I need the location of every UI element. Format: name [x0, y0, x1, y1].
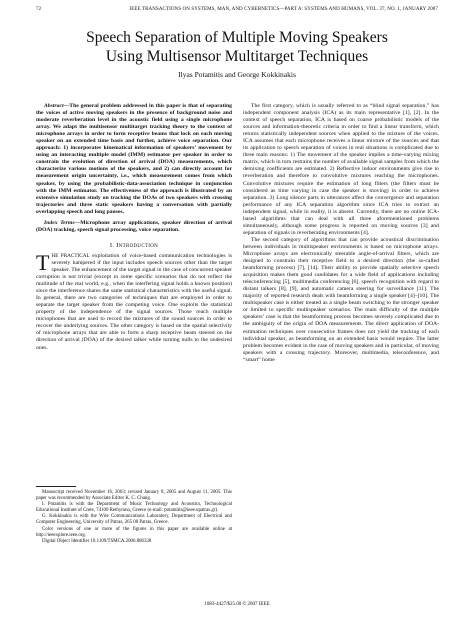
index-terms: Index Terms—Microphone array applications, speaker direction of arrival (DOA) tracking, speech signal processing, voice separation. — [36, 219, 232, 233]
footnote-author-1: I. Potamitis is with the Department of Music Technology and Acoustics, Technological Educational Institute of Crete, 74100 Rethymno, Greece (e-mail: potamitis@ieee.upatras.gr). — [36, 502, 232, 514]
footnote-manuscript: Manuscript received November 16, 2003; revised January 8, 2005 and August 11, 2005. This paper was recommended by Associate Editor K. C. Chang. — [36, 490, 232, 502]
author-list: Ilyas Potamitis and George Kokkinakis — [178, 70, 296, 79]
footnote-doi: Digital Object Identifier 10.1109/TSMCA.2006.886338 — [42, 538, 152, 544]
footnote-author-2: G. Kokkinakis is with the Wire Communications Laboratory, Department of Electrical and Computer Engineering, University of Patras, 265 00 Patras, Greece. — [36, 514, 232, 526]
abstract: Abstract—The general problem addressed in this paper is that of separating the voices of active moving speakers in the presence of background noise and moderate reverberation level in the acoustic field using a single microphone array. We adapt the multisensor multitarget tracking theory to the context of microphone arrays in order to form receptive beams that lock on each moving speaker on an extended time basis and further, achieve voice separation. Our approach: 1) incorporates kinematical information of speakers’ movement by using an interacting multiple model (IMM) estimator per speaker in order to constrain the evolution of direction of arrival (DOA) measurements, which characterize various motions of the speakers, and 2) can directly account for measurement origin uncertainty, i.e., which measurement comes from which speaker, by using the probabilistic-data-association technique in conjunction with the IMM estimator. The effectiveness of the approach is illustrated by an extensive simulation study on tracking the DOAs of two speakers with crossing trajectories and three static speakers having a conversation with partially overlapping speech and long pauses. — [36, 103, 232, 215]
right-column — [243, 103, 439, 364]
section-heading-introduction — [36, 242, 232, 249]
section-numeral: I. — [109, 241, 115, 249]
left-column — [36, 103, 232, 352]
footnotes — [36, 486, 232, 545]
footnote-color-versions: Color versions of one or more of the figures in this paper are available online at http://ieeexplore.ieee.org. — [36, 526, 232, 538]
intro-paragraph-1 — [36, 249, 232, 352]
abstract-label: Abstract — [44, 103, 64, 109]
drop-cap: T — [36, 249, 50, 275]
page-number: 72 — [36, 7, 42, 12]
index-terms-text: Microphone array applications, speaker direction of arrival (DOA) tracking, speech signal processing, voice separation. — [36, 219, 232, 233]
paper-title — [36, 28, 438, 66]
title-line-2: Using Multisensor Multitarget Techniques — [105, 48, 369, 65]
copyright-footer: 1083-4427/$25.00 © 2007 IEEE — [204, 602, 270, 607]
section-title: Introduction — [116, 241, 159, 249]
intro-paragraph-1-text: exploitation of voice-based communication technologies is severely hampered if the input includes speech sources other than the target speaker. The enhancement of the target signal in the case of concurrent speaker corruption is not trivial (except in some specific scenarios that do not reflect the multitude of the real world, e.g., when the interfering signal holds a known position) since the interference shares the same statistical characteristics with the useful signal. In general, there are two categories of techniques that are employed in order to separate the target speaker from the competing voice. One exploits the statistical property of the independence of the signal sources. Those reach multiple microphones that are used to record the mixtures of the sound sources in order to recover the underlying sources. The other category is based on the spatial selectivity of microphone arrays that are able to form a sharp receptive beam steered on the direction of arrival (DOA) of the desired talker while turning nulls to the undesired ones. — [36, 252, 232, 351]
journal-name: IEEE TRANSACTIONS ON SYSTEMS, MAN, AND CYBERNETICS—PART A: SYSTEMS AND HUMANS, VOL. 37, NO. 1, JANUARY 2007 — [129, 7, 438, 12]
intro-lead-caps: HE PRACTICAL — [51, 252, 90, 259]
footnote-rule — [36, 486, 76, 487]
intro-paragraph-2: The first category, which is usually referred to as “blind signal separation,” has independent component analysis (ICA) as its main representative [1], [2]. In the context of speech separation, ICA is based on coarse probabilistic models of the sources and information-theoretic criteria in order to find a linear transform, which returns statistically independent sources when applied to the mixture of the voices. ICA assumes that each microphone receives a linear mixture of the sources and that its application to speech separation of voices in real situations is complicated due to three main reasons: 1) The movement of the speaker implies a time-varying mixing matrix, which in turn restrains the number of available signal samples from which the demixing coefficients are estimated. 2) Reflective indoor environments give rise to reverberation and therefore to convolutive mixtures reaching the microphones. Convolutive mixtures require the estimation of long filters (the filters must be considered as time varying in case the speaker is moving) in order to achieve separation. 3) Long silence parts in utterances affect the convergence and separation performance of any ICA separation algorithm since ICA tries to extract an independent signal, while in reality, it is absent. Currently, there are no online ICA-based algorithms that can deal with all three aforementioned problems simultaneously, although some progress is reported on moving sources [3] and separation of signals in reverberating environments [4]. — [243, 103, 439, 236]
index-terms-label: Index Terms — [44, 219, 75, 226]
intro-paragraph-3: The second category of algorithms that can provide acoustical discrimination between individuals in multispeaker environments is based on microphone arrays. Microphone arrays are electronically steerable angle-of-arrival filters, which are designed to constrain their receptive field to a desired direction (the so-called beamforming process) [7], [14]. Their ability to provide spatially selective speech acquisition makes them good candidates for a wide field of applications including teleconferencing [5], multimedia conferencing [6], speech recognition with regard to distant talkers [8], [9], and automatic camera steering for surveillance [11]. The majority of reported research deals with beamforming a single speaker [4]–[10]. The multispeaker case is either treated as a single beam switching to the stronger speaker or limited to specific multispeaker scenarios. The main difficulty of the multiple speakers’ case is that the beamforming process becomes severely complicated due to the ambiguity of the origin of DOA measurements. The direct application of DOA-estimation techniques over consecutive frames does not yield the tracking of each individual speaker, as beamforming on an extended basis would require. The latter problem becomes evident in the case of moving speakers and in particular, of moving speakers with a crossing trajectory. Moreover, multimedia, teleconference, and “smart” home — [243, 236, 439, 363]
abstract-text: The general problem addressed in this paper is that of separating the voices of active moving speakers in the presence of background noise and moderate reverberation level in the acoustic field using a single microphone array. We adapt the multisensor multitarget tracking theory to the context of microphone arrays in order to form receptive beams that lock on each moving speaker on an extended time basis and further, achieve voice separation. Our approach: 1) incorporates kinematical information of speakers’ movement by using an interacting multiple model (IMM) estimator per speaker in order to constrain the evolution of direction of arrival (DOA) measurements, which characterize various motions of the speakers, and 2) can directly account for measurement origin uncertainty, i.e., which measurement comes from which speaker, by using the probabilistic-data-association technique in conjunction with the IMM estimator. The effectiveness of the approach is illustrated by an extensive simulation study on tracking the DOAs of two speakers with crossing trajectories and three static speakers having a conversation with partially overlapping speech and long pauses. — [36, 103, 232, 215]
title-line-1: Speech Separation of Multiple Moving Speakers — [86, 29, 388, 46]
